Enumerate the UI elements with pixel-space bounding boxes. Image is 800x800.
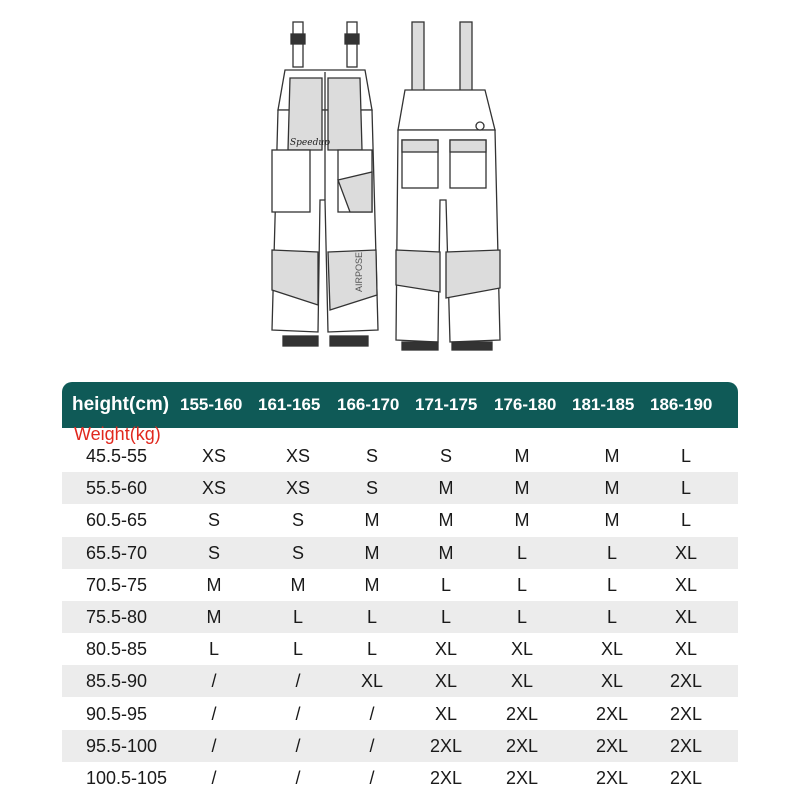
height-column-header: 186-190 xyxy=(650,395,713,414)
size-cell: L xyxy=(680,478,692,499)
size-cell: M xyxy=(514,478,530,499)
size-cell: S xyxy=(439,446,453,466)
size-cell: XL xyxy=(434,639,458,660)
size-cell: XS xyxy=(285,478,311,499)
size-cell: L xyxy=(516,574,528,595)
size-cell: 2XL xyxy=(669,735,703,756)
table-row xyxy=(62,730,738,762)
size-cell: M xyxy=(438,478,454,499)
height-column-header: 181-185 xyxy=(572,395,635,414)
size-cell: S xyxy=(207,542,221,563)
front-logo-text: Speedup xyxy=(290,138,330,148)
size-cell: / xyxy=(295,703,301,724)
size-cell: XL xyxy=(674,574,698,595)
size-cell: XL xyxy=(674,607,698,627)
size-cell: L xyxy=(440,607,452,627)
weight-cell: 100.5-105 xyxy=(86,768,168,788)
size-cell: L xyxy=(606,607,618,627)
weight-cell: 90.5-95 xyxy=(86,703,148,724)
weight-axis-label: Weight(kg) xyxy=(74,424,161,444)
table-row xyxy=(62,601,738,633)
height-column-header: 155-160 xyxy=(180,395,243,414)
height-column-header: 176-180 xyxy=(494,395,557,414)
size-cell: / xyxy=(295,735,301,756)
size-cell: 2XL xyxy=(429,768,463,788)
pants-front xyxy=(272,22,378,346)
size-cell: / xyxy=(211,768,217,788)
size-cell: S xyxy=(365,446,379,466)
size-cell: 2XL xyxy=(595,703,629,724)
size-cell: S xyxy=(207,510,221,531)
size-cell: XL xyxy=(434,703,458,724)
size-cell: L xyxy=(440,574,452,595)
weight-cell: 75.5-80 xyxy=(86,607,148,627)
size-cell: L xyxy=(292,639,304,660)
size-cell: 2XL xyxy=(429,735,463,756)
size-cell: M xyxy=(604,510,620,531)
size-cell: XL xyxy=(674,542,698,563)
height-header-label: height(cm) xyxy=(72,394,170,415)
size-cell: M xyxy=(290,574,306,595)
size-cell: 2XL xyxy=(669,768,703,788)
size-cell: M xyxy=(604,478,620,499)
table-row xyxy=(62,440,738,472)
table-row xyxy=(62,537,738,569)
table-row xyxy=(62,472,738,504)
size-cell: / xyxy=(369,768,375,788)
weight-cell: 95.5-100 xyxy=(86,735,158,756)
size-cell: L xyxy=(606,574,618,595)
size-cell: 2XL xyxy=(505,703,539,724)
size-cell: / xyxy=(211,703,217,724)
size-cell: L xyxy=(366,639,378,660)
size-cell: L xyxy=(680,446,692,466)
size-cell: / xyxy=(369,703,375,724)
size-cell: XL xyxy=(434,671,458,692)
size-cell: S xyxy=(291,510,305,531)
pants-back xyxy=(396,22,500,350)
size-cell: 2XL xyxy=(669,671,703,692)
size-cell: S xyxy=(365,478,379,499)
size-cell: / xyxy=(295,671,301,692)
weight-cell: 80.5-85 xyxy=(86,639,148,660)
table-row xyxy=(62,633,738,665)
size-cell: 2XL xyxy=(505,768,539,788)
size-cell: 2XL xyxy=(669,703,703,724)
size-cell: M xyxy=(364,574,380,595)
size-cell: M xyxy=(438,510,454,531)
size-cell: XS xyxy=(201,478,227,499)
table-row xyxy=(62,762,738,794)
size-cell: M xyxy=(364,542,380,563)
size-cell: L xyxy=(516,607,528,627)
height-column-header: 166-170 xyxy=(337,395,400,414)
size-cell: 2XL xyxy=(505,735,539,756)
table-row xyxy=(62,665,738,697)
weight-cell: 45.5-55 xyxy=(86,446,148,466)
size-cell: M xyxy=(514,510,530,531)
weight-cell: 70.5-75 xyxy=(86,574,148,595)
size-cell: L xyxy=(292,607,304,627)
size-cell: XL xyxy=(510,671,534,692)
size-cell: XL xyxy=(600,639,624,660)
size-cell: M xyxy=(206,574,222,595)
size-cell: M xyxy=(364,510,380,531)
height-column-header: 171-175 xyxy=(415,395,478,414)
table-row xyxy=(62,504,738,536)
size-cell: XL xyxy=(600,671,624,692)
size-cell: S xyxy=(291,542,305,563)
size-cell: / xyxy=(211,735,217,756)
airpose-side-text: AIRPOSE xyxy=(354,251,364,292)
size-cell: XL xyxy=(360,671,384,692)
size-cell: / xyxy=(211,671,217,692)
weight-cell: 60.5-65 xyxy=(86,510,148,531)
size-cell: / xyxy=(295,768,301,788)
size-cell: / xyxy=(369,735,375,756)
product-illustration xyxy=(0,0,800,370)
height-column-header: 161-165 xyxy=(258,395,321,414)
size-cell: XL xyxy=(510,639,534,660)
size-cell: 2XL xyxy=(595,768,629,788)
size-cell: L xyxy=(680,510,692,531)
size-cell: 2XL xyxy=(595,735,629,756)
size-cell: M xyxy=(438,542,454,563)
size-cell: L xyxy=(208,639,220,660)
size-cell: L xyxy=(606,542,618,563)
size-cell: XS xyxy=(201,446,227,466)
size-cell: XS xyxy=(285,446,311,466)
table-row xyxy=(62,698,738,730)
weight-cell: 65.5-70 xyxy=(86,542,148,563)
weight-cell: 55.5-60 xyxy=(86,478,148,499)
size-cell: M xyxy=(206,607,222,627)
size-cell: L xyxy=(366,607,378,627)
size-table-header xyxy=(62,382,738,428)
weight-cell: 85.5-90 xyxy=(86,671,148,692)
table-row xyxy=(62,569,738,601)
size-cell: M xyxy=(604,446,620,466)
size-cell: XL xyxy=(674,639,698,660)
size-cell: L xyxy=(516,542,528,563)
size-cell: M xyxy=(514,446,530,466)
